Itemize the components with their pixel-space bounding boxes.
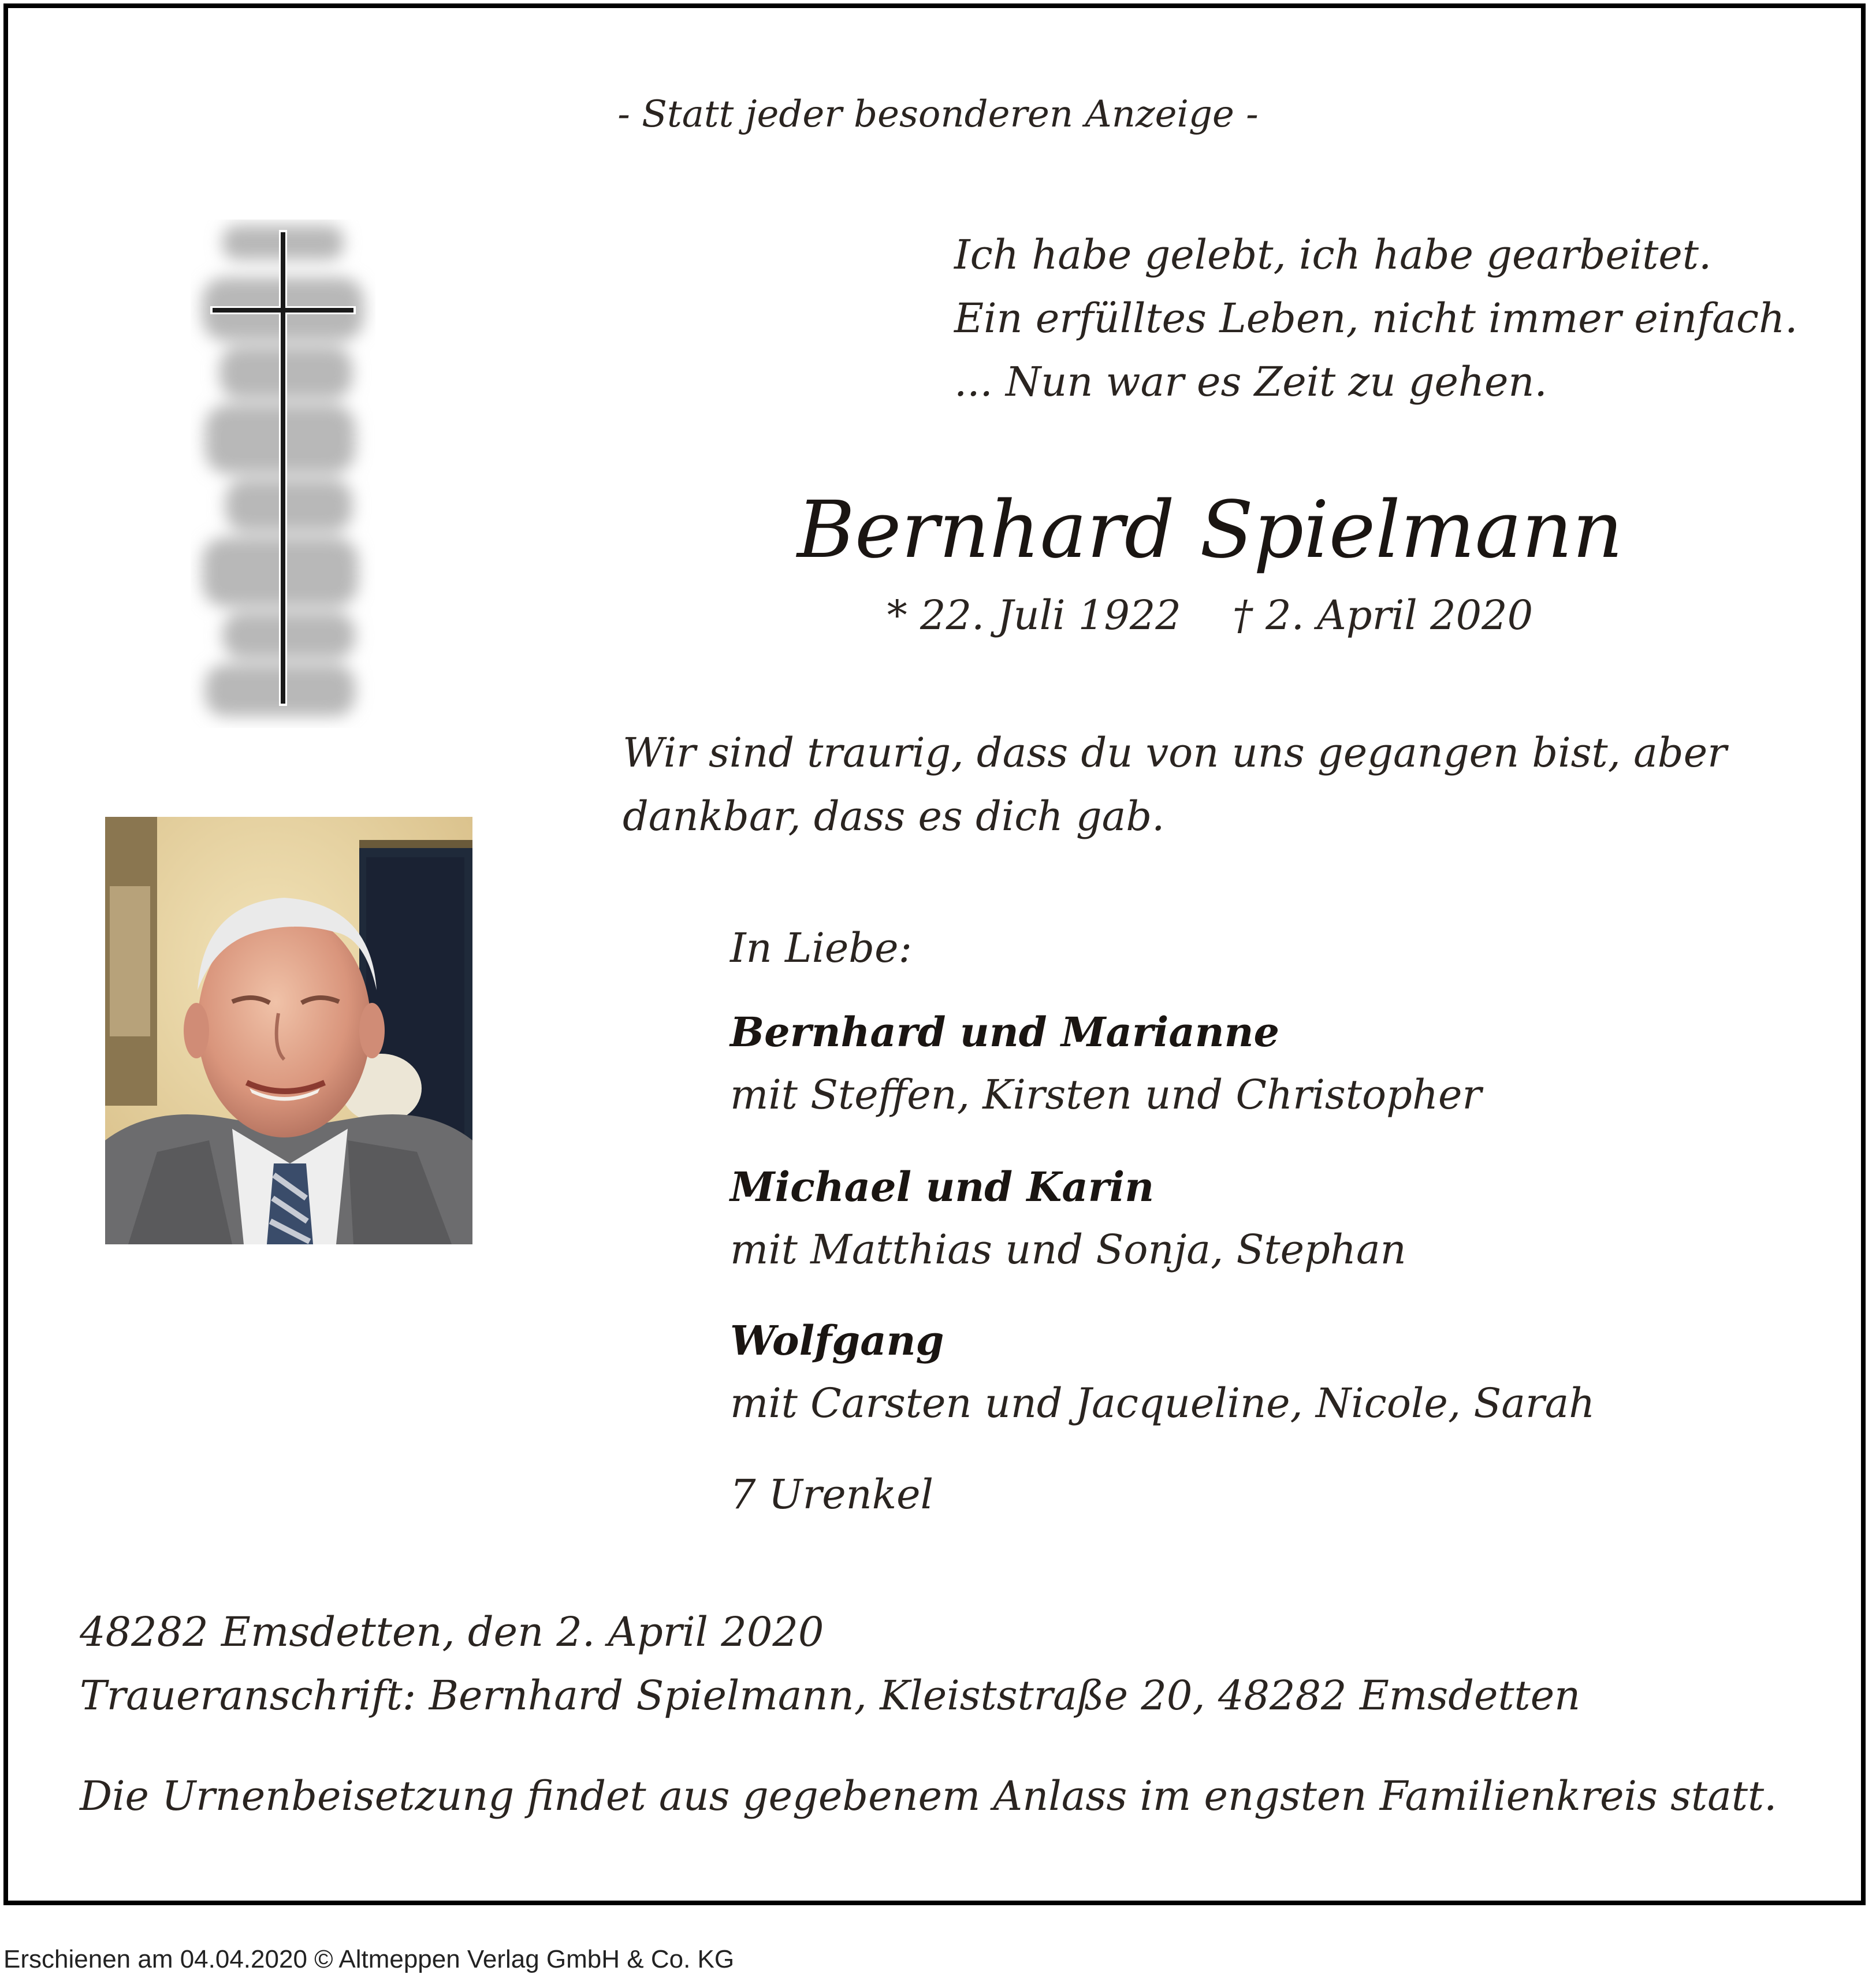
family-name-3: Wolfgang — [730, 1317, 944, 1364]
message-line-2: dankbar, dass es dich gab. — [623, 793, 1165, 840]
message-line-1: Wir sind traurig, dass du von uns gegangen bist, aber — [623, 729, 1727, 776]
family-children-3: mit Carsten und Jacqueline, Nicole, Sarah — [730, 1380, 1595, 1427]
family-children-1: mit Steffen, Kirsten und Christopher — [730, 1071, 1482, 1118]
poem-line-1: Ich habe gelebt, ich habe gearbeitet. — [954, 231, 1712, 278]
poem-line-3: ... Nun war es Zeit zu gehen. — [954, 358, 1547, 406]
life-dates: * 22. Juli 1922 † 2. April 2020 — [887, 592, 1533, 639]
deceased-name: Bernhard Spielmann — [797, 485, 1623, 576]
place-date: 48282 Emsdetten, den 2. April 2020 — [80, 1608, 824, 1656]
in-love-label: In Liebe: — [730, 924, 913, 972]
cross-icon — [191, 220, 375, 728]
great-grandchildren: 7 Urenkel — [730, 1471, 933, 1518]
publication-credit: Erschienen am 04.04.2020 © Altmeppen Verlag GmbH & Co. KG — [3, 1945, 735, 1973]
poem-line-2: Ein erfülltes Leben, nicht immer einfach. — [954, 295, 1798, 342]
header-note: - Statt jeder besonderen Anzeige - — [617, 93, 1259, 136]
burial-note: Die Urnenbeisetzung findet aus gegebenem Anlass im engsten Familienkreis statt. — [80, 1772, 1777, 1820]
family-name-1: Bernhard und Marianne — [730, 1008, 1280, 1056]
family-name-2: Michael und Karin — [730, 1163, 1155, 1211]
mourning-address: Traueranschrift: Bernhard Spielmann, Kleiststraße 20, 48282 Emsdetten — [80, 1672, 1581, 1719]
portrait-photo — [105, 817, 472, 1244]
family-children-2: mit Matthias und Sonja, Stephan — [730, 1226, 1406, 1273]
